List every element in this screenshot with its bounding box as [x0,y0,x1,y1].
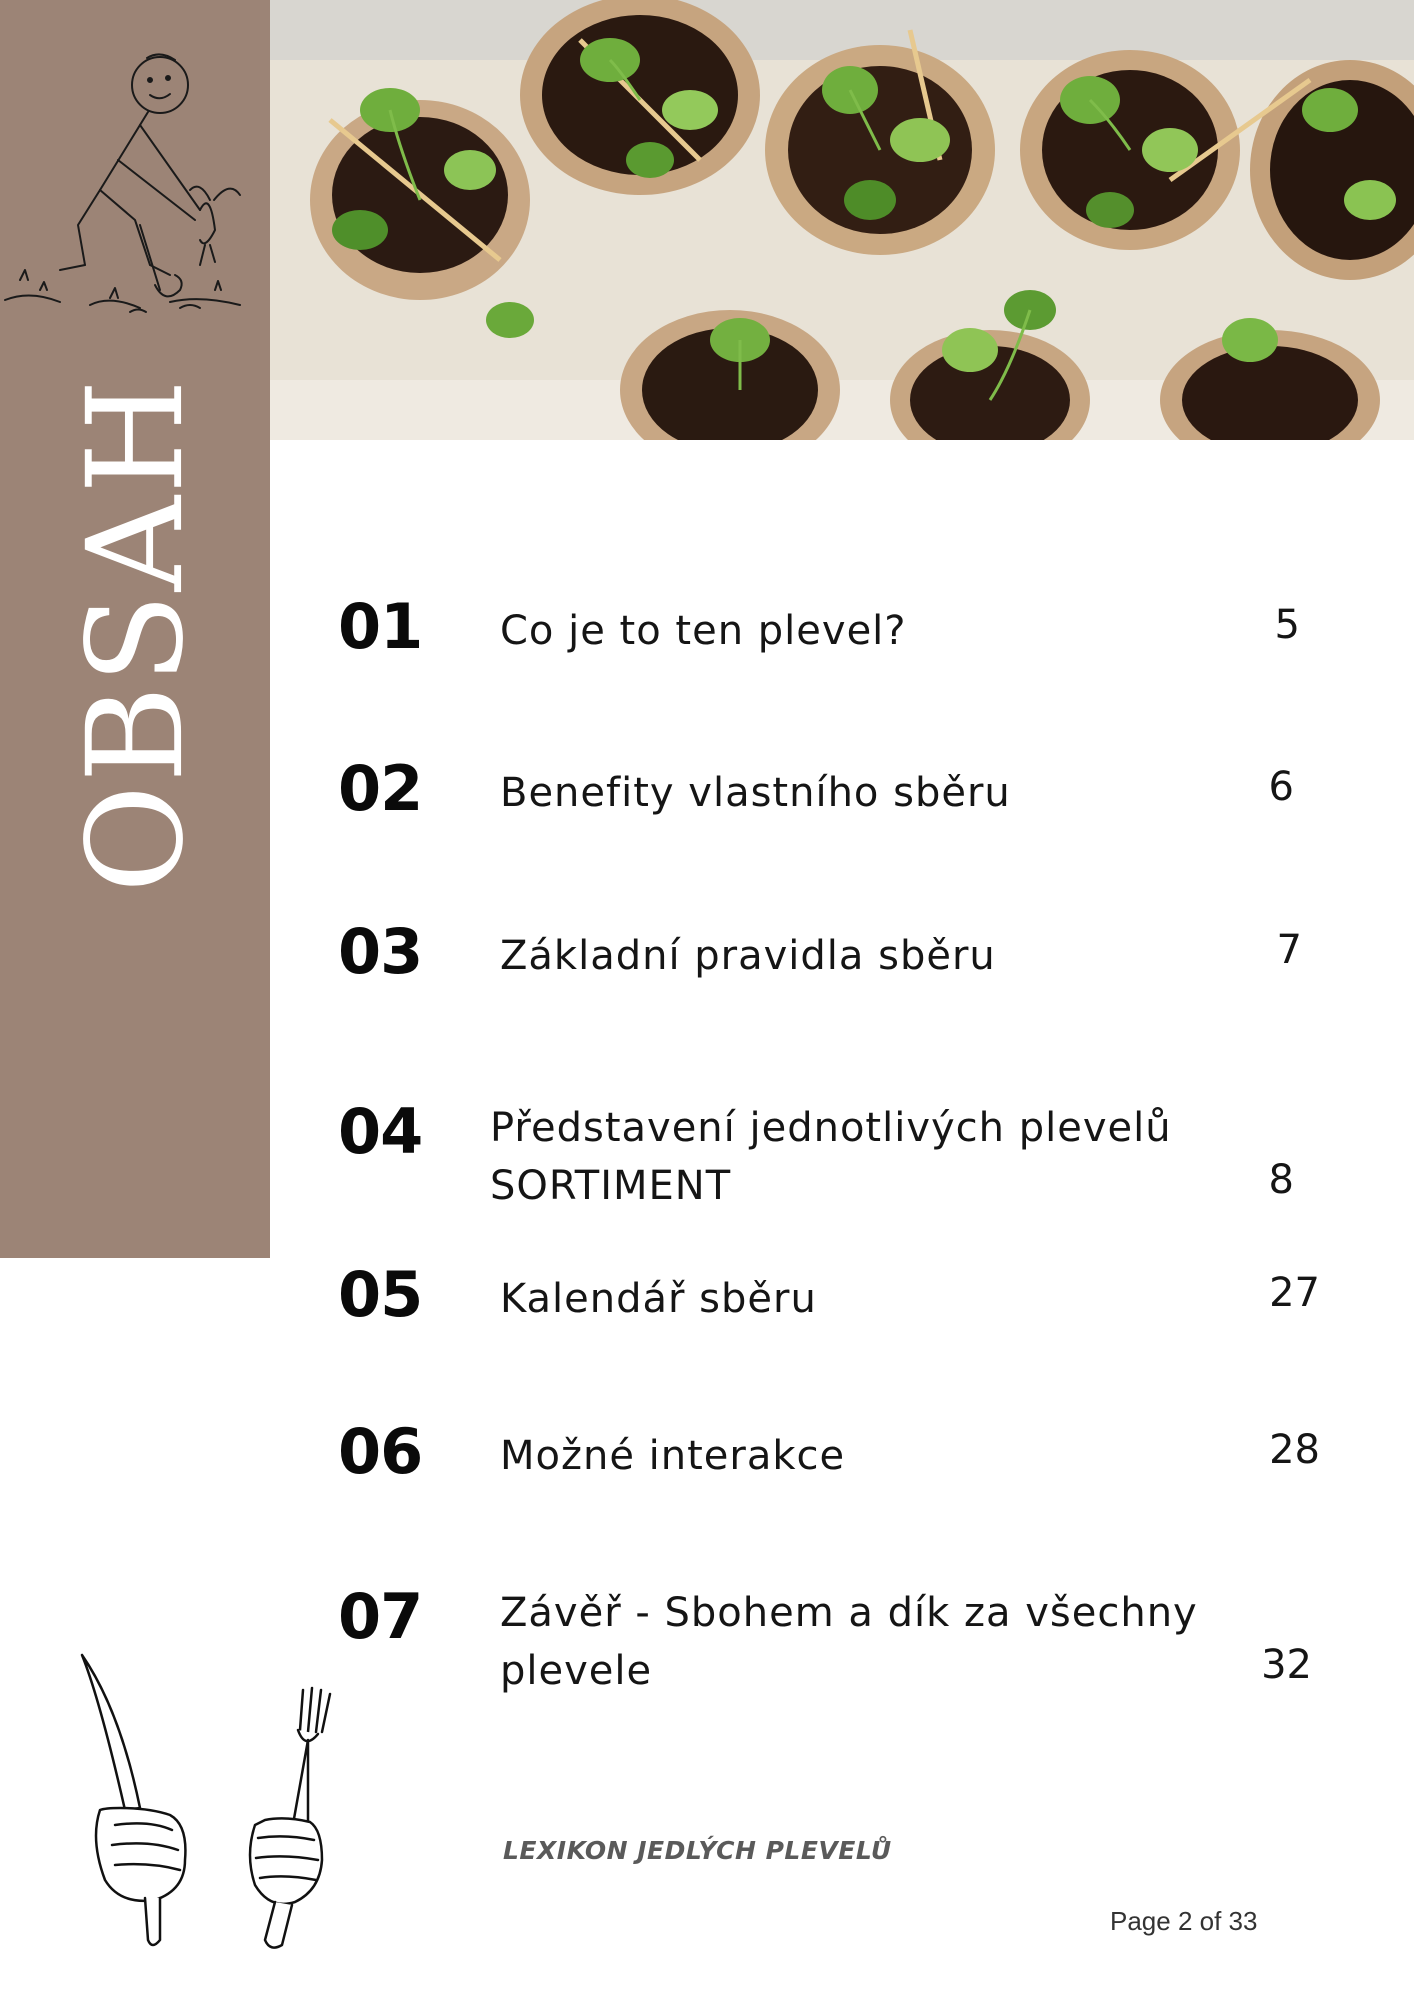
footer-title: LEXIKON JEDLÝCH PLEVELŮ [503,1836,892,1865]
toc-page-number: 28 [1269,1427,1320,1473]
toc-label [500,602,1120,660]
gardener-illustration [0,50,260,320]
toc-label [500,1427,1120,1485]
toc-label-line: SORTIMENT [490,1163,732,1209]
toc-label-line: Kalendář sběru [500,1276,817,1322]
toc-entry-06[interactable] [330,1415,1330,1545]
toc-entry-04[interactable] [330,1095,1330,1225]
toc-label-line: Závěř - Sbohem a dík za všechny [500,1590,1198,1636]
toc-label-line: Základní pravidla sběru [500,933,996,979]
toc-label-line: Možné interakce [500,1433,846,1479]
toc-number: 04 [338,1095,423,1168]
toc-label-line: Co je to ten plevel? [500,608,907,654]
toc-entry-07[interactable] [330,1580,1330,1710]
toc-number: 06 [338,1415,423,1488]
sidebar-title: OBSAH [59,376,214,894]
toc-number: 02 [338,752,423,825]
toc-number: 01 [338,590,423,663]
header-photo [270,0,1414,440]
toc-number: 03 [338,915,423,988]
toc-page-number: 6 [1268,764,1294,810]
toc-entry-01[interactable] [330,590,1330,720]
toc-label-line: plevele [500,1648,653,1694]
toc-number: 07 [338,1580,423,1653]
toc-entry-02[interactable] [330,752,1330,882]
toc-page-number: 27 [1269,1270,1320,1316]
hands-knife-fork-illustration [60,1640,360,1960]
toc-entry-03[interactable] [330,915,1330,1045]
toc-page-number: 8 [1268,1157,1294,1203]
sidebar-panel [0,0,270,1258]
sidebar-title-wrap [59,355,214,915]
toc-label-line: Představení jednotlivých plevelů [490,1105,1172,1151]
toc-label [490,1099,1172,1215]
toc-label [500,1584,1198,1700]
toc-label [500,927,1120,985]
page-counter: Page 2 of 33 [1110,1906,1258,1936]
toc-label-line: Benefity vlastního sběru [500,770,1011,816]
toc-label [500,1270,1120,1328]
toc-entry-05[interactable] [330,1258,1330,1388]
toc-number: 05 [338,1258,423,1331]
toc-page-number: 7 [1276,927,1302,973]
toc-page-number: 32 [1261,1642,1312,1688]
toc-page-number: 5 [1274,602,1300,648]
toc-label [500,764,1120,822]
